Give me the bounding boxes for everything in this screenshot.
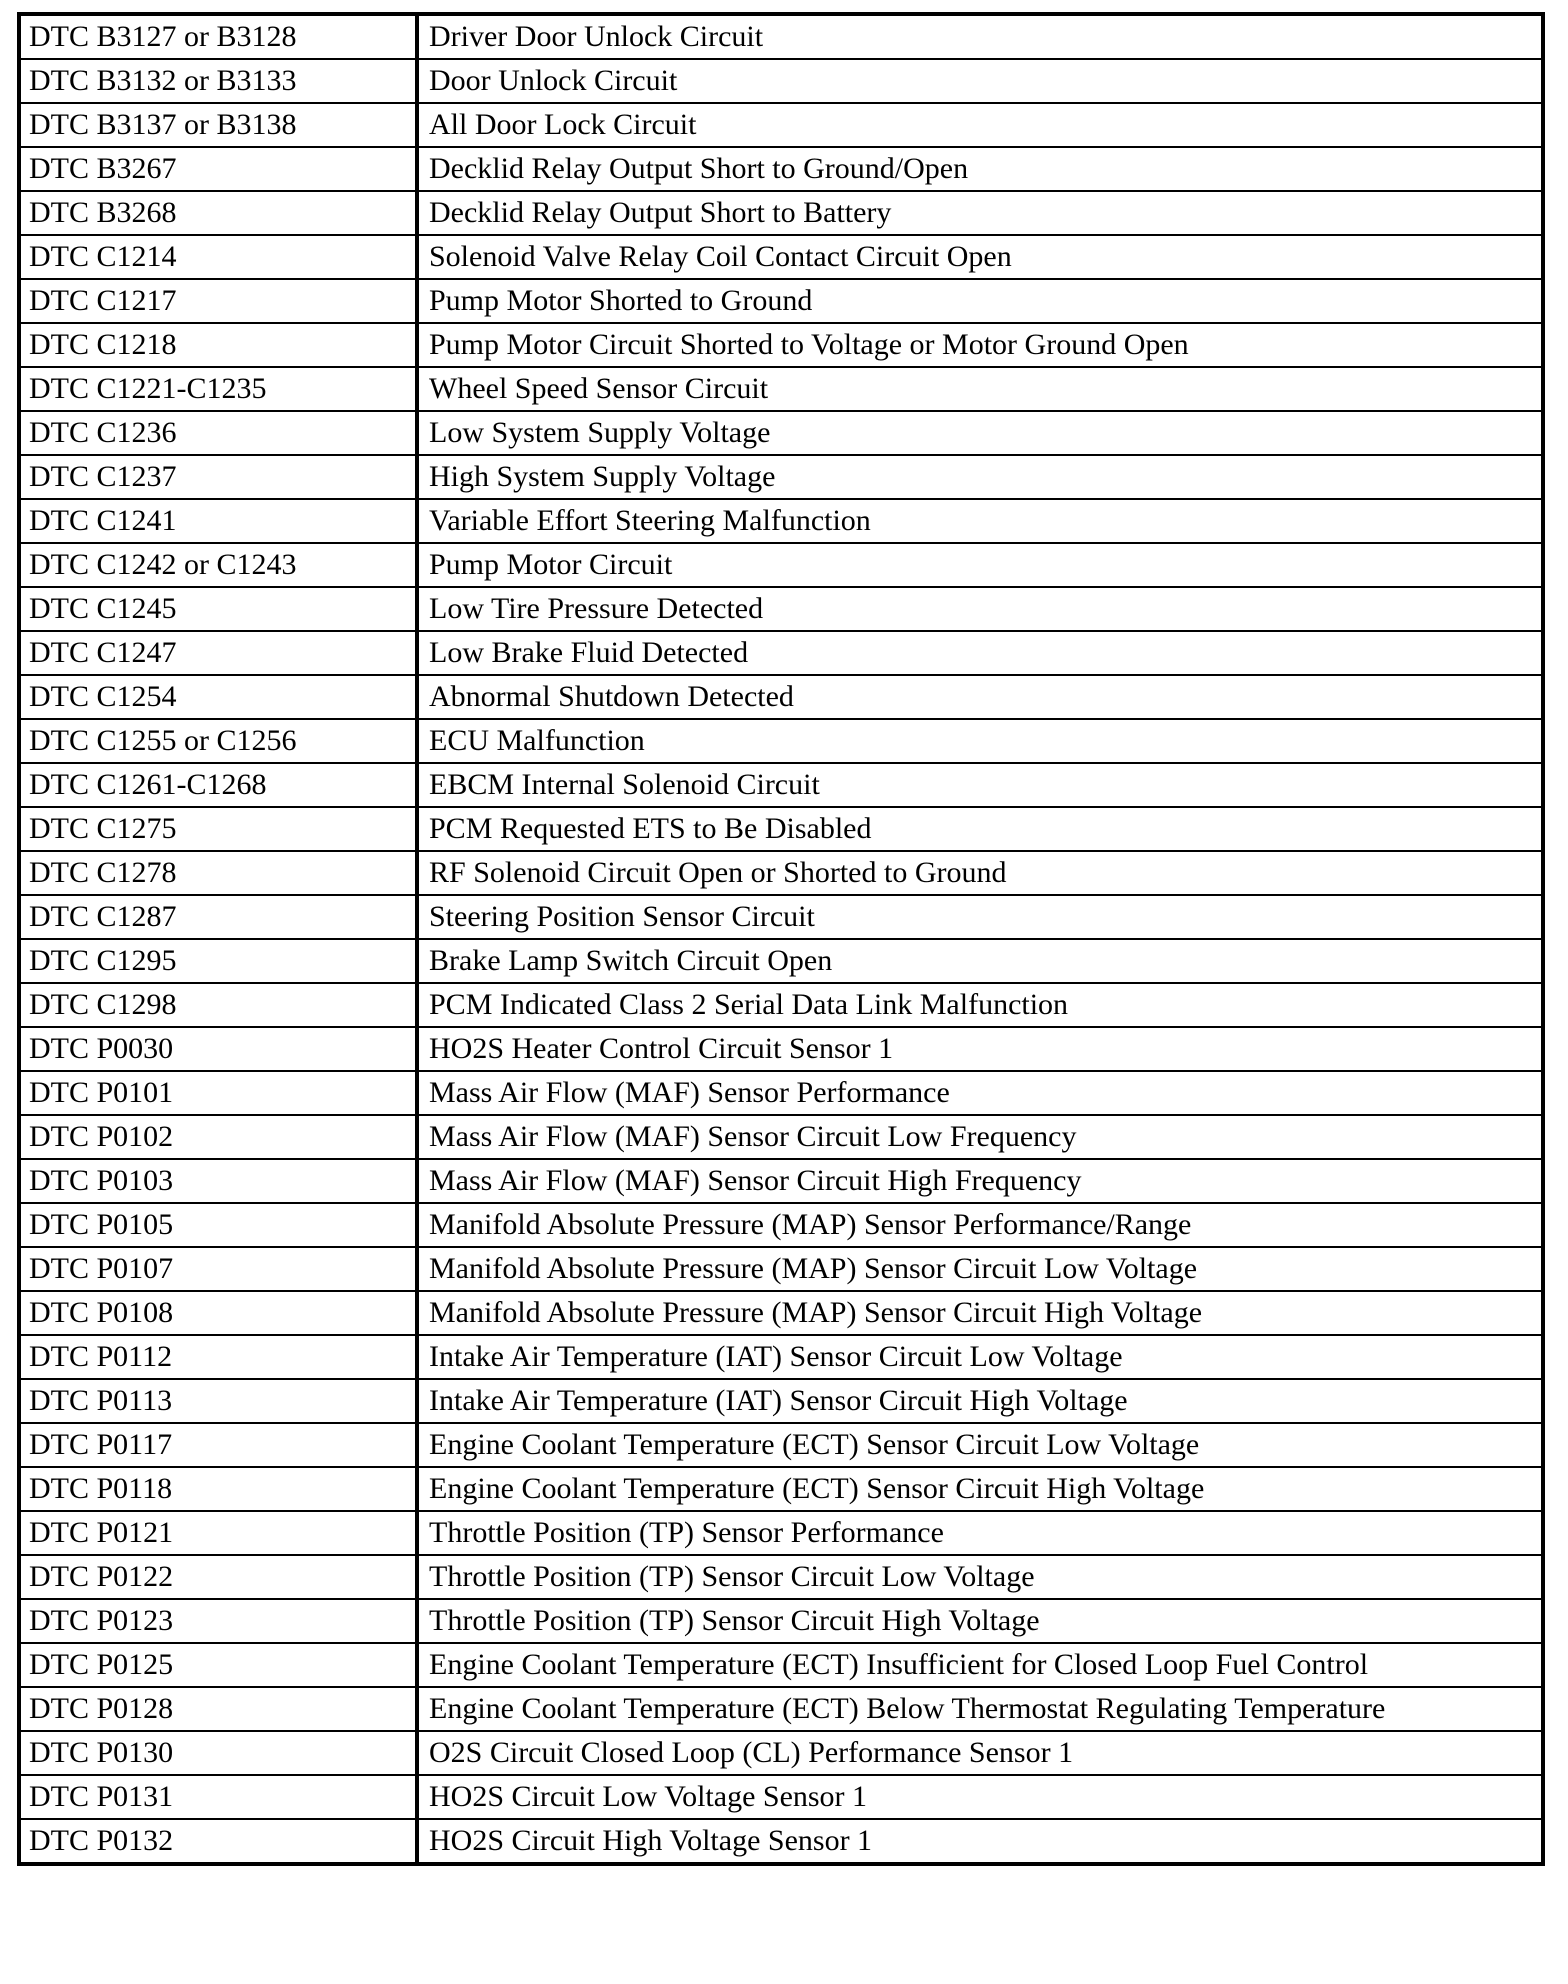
dtc-description-cell: Manifold Absolute Pressure (MAP) Sensor Circuit High Voltage [417, 1291, 1543, 1335]
dtc-description-cell: Pump Motor Circuit [417, 543, 1543, 587]
dtc-code-cell: DTC C1275 [19, 807, 417, 851]
dtc-description-cell: High System Supply Voltage [417, 455, 1543, 499]
dtc-code-cell: DTC P0108 [19, 1291, 417, 1335]
table-row [19, 1291, 1543, 1335]
table-row [19, 851, 1543, 895]
dtc-description-cell: Mass Air Flow (MAF) Sensor Circuit Low Frequency [417, 1115, 1543, 1159]
dtc-description-cell: Steering Position Sensor Circuit [417, 895, 1543, 939]
dtc-code-cell: DTC C1255 or C1256 [19, 719, 417, 763]
dtc-description-cell: Mass Air Flow (MAF) Sensor Circuit High Frequency [417, 1159, 1543, 1203]
table-row [19, 1467, 1543, 1511]
table-row [19, 719, 1543, 763]
dtc-code-cell: DTC P0102 [19, 1115, 417, 1159]
dtc-description-cell: Low Brake Fluid Detected [417, 631, 1543, 675]
dtc-code-cell: DTC C1241 [19, 499, 417, 543]
dtc-code-cell: DTC P0030 [19, 1027, 417, 1071]
table-row [19, 103, 1543, 147]
dtc-code-cell: DTC P0121 [19, 1511, 417, 1555]
dtc-code-cell: DTC P0122 [19, 1555, 417, 1599]
dtc-description-cell: Throttle Position (TP) Sensor Performance [417, 1511, 1543, 1555]
dtc-code-cell: DTC C1217 [19, 279, 417, 323]
table-row [19, 1511, 1543, 1555]
table-row [19, 147, 1543, 191]
table-row [19, 1115, 1543, 1159]
dtc-code-cell: DTC C1278 [19, 851, 417, 895]
table-row [19, 1335, 1543, 1379]
dtc-code-cell: DTC C1242 or C1243 [19, 543, 417, 587]
dtc-description-cell: Pump Motor Shorted to Ground [417, 279, 1543, 323]
dtc-description-cell: Throttle Position (TP) Sensor Circuit High Voltage [417, 1599, 1543, 1643]
table-row [19, 939, 1543, 983]
table-row [19, 235, 1543, 279]
table-row [19, 455, 1543, 499]
table-row [19, 895, 1543, 939]
dtc-code-cell: DTC C1214 [19, 235, 417, 279]
dtc-description-cell: Decklid Relay Output Short to Ground/Open [417, 147, 1543, 191]
table-row [19, 763, 1543, 807]
table-row [19, 1247, 1543, 1291]
dtc-code-cell: DTC C1261-C1268 [19, 763, 417, 807]
dtc-description-cell: Throttle Position (TP) Sensor Circuit Low Voltage [417, 1555, 1543, 1599]
dtc-description-cell: Door Unlock Circuit [417, 59, 1543, 103]
dtc-code-cell: DTC C1236 [19, 411, 417, 455]
table-row [19, 59, 1543, 103]
dtc-description-cell: Low Tire Pressure Detected [417, 587, 1543, 631]
dtc-code-cell: DTC C1298 [19, 983, 417, 1027]
table-row [19, 1643, 1543, 1687]
table-row [19, 1687, 1543, 1731]
dtc-description-cell: Low System Supply Voltage [417, 411, 1543, 455]
dtc-description-cell: Abnormal Shutdown Detected [417, 675, 1543, 719]
dtc-description-cell: Pump Motor Circuit Shorted to Voltage or Motor Ground Open [417, 323, 1543, 367]
table-row [19, 1203, 1543, 1247]
dtc-description-cell: HO2S Heater Control Circuit Sensor 1 [417, 1027, 1543, 1071]
table-row [19, 587, 1543, 631]
table-row [19, 14, 1543, 59]
dtc-code-cell: DTC P0131 [19, 1775, 417, 1819]
table-row [19, 675, 1543, 719]
dtc-code-cell: DTC C1221-C1235 [19, 367, 417, 411]
dtc-table [17, 12, 1545, 1866]
dtc-description-cell: Wheel Speed Sensor Circuit [417, 367, 1543, 411]
dtc-code-cell: DTC C1247 [19, 631, 417, 675]
dtc-description-cell: Intake Air Temperature (IAT) Sensor Circuit Low Voltage [417, 1335, 1543, 1379]
dtc-code-cell: DTC P0118 [19, 1467, 417, 1511]
dtc-description-cell: Manifold Absolute Pressure (MAP) Sensor Performance/Range [417, 1203, 1543, 1247]
dtc-code-cell: DTC P0130 [19, 1731, 417, 1775]
dtc-description-cell: PCM Requested ETS to Be Disabled [417, 807, 1543, 851]
dtc-description-cell: Solenoid Valve Relay Coil Contact Circuit Open [417, 235, 1543, 279]
dtc-description-cell: EBCM Internal Solenoid Circuit [417, 763, 1543, 807]
table-row [19, 323, 1543, 367]
dtc-description-cell: Manifold Absolute Pressure (MAP) Sensor Circuit Low Voltage [417, 1247, 1543, 1291]
table-row [19, 279, 1543, 323]
table-row [19, 1819, 1543, 1864]
dtc-code-cell: DTC B3127 or B3128 [19, 14, 417, 59]
dtc-description-cell: RF Solenoid Circuit Open or Shorted to Ground [417, 851, 1543, 895]
dtc-code-cell: DTC P0112 [19, 1335, 417, 1379]
dtc-code-cell: DTC B3267 [19, 147, 417, 191]
dtc-code-cell: DTC P0123 [19, 1599, 417, 1643]
table-row [19, 1555, 1543, 1599]
table-row [19, 499, 1543, 543]
dtc-description-cell: Engine Coolant Temperature (ECT) Sensor Circuit Low Voltage [417, 1423, 1543, 1467]
dtc-code-cell: DTC C1287 [19, 895, 417, 939]
dtc-code-cell: DTC P0132 [19, 1819, 417, 1864]
dtc-code-cell: DTC B3268 [19, 191, 417, 235]
dtc-description-cell: Engine Coolant Temperature (ECT) Below Thermostat Regulating Temperature [417, 1687, 1543, 1731]
dtc-code-cell: DTC C1254 [19, 675, 417, 719]
table-row [19, 543, 1543, 587]
table-row [19, 1159, 1543, 1203]
dtc-description-cell: Brake Lamp Switch Circuit Open [417, 939, 1543, 983]
dtc-description-cell: PCM Indicated Class 2 Serial Data Link Malfunction [417, 983, 1543, 1027]
dtc-description-cell: Intake Air Temperature (IAT) Sensor Circuit High Voltage [417, 1379, 1543, 1423]
dtc-description-cell: Engine Coolant Temperature (ECT) Insufficient for Closed Loop Fuel Control [417, 1643, 1543, 1687]
dtc-code-cell: DTC P0105 [19, 1203, 417, 1247]
dtc-description-cell: Engine Coolant Temperature (ECT) Sensor Circuit High Voltage [417, 1467, 1543, 1511]
dtc-code-cell: DTC C1237 [19, 455, 417, 499]
table-row [19, 1071, 1543, 1115]
dtc-description-cell: All Door Lock Circuit [417, 103, 1543, 147]
dtc-description-cell: Decklid Relay Output Short to Battery [417, 191, 1543, 235]
table-row [19, 1775, 1543, 1819]
table-row [19, 1423, 1543, 1467]
dtc-code-cell: DTC P0125 [19, 1643, 417, 1687]
dtc-code-cell: DTC C1218 [19, 323, 417, 367]
table-row [19, 367, 1543, 411]
table-row [19, 807, 1543, 851]
dtc-description-cell: ECU Malfunction [417, 719, 1543, 763]
table-row [19, 1731, 1543, 1775]
table-row [19, 1599, 1543, 1643]
table-row [19, 411, 1543, 455]
dtc-code-cell: DTC C1295 [19, 939, 417, 983]
dtc-code-cell: DTC P0107 [19, 1247, 417, 1291]
table-row [19, 631, 1543, 675]
dtc-code-cell: DTC P0113 [19, 1379, 417, 1423]
table-row [19, 1027, 1543, 1071]
dtc-description-cell: O2S Circuit Closed Loop (CL) Performance Sensor 1 [417, 1731, 1543, 1775]
dtc-description-cell: HO2S Circuit Low Voltage Sensor 1 [417, 1775, 1543, 1819]
table-row [19, 1379, 1543, 1423]
dtc-description-cell: Variable Effort Steering Malfunction [417, 499, 1543, 543]
table-row [19, 191, 1543, 235]
dtc-description-cell: Mass Air Flow (MAF) Sensor Performance [417, 1071, 1543, 1115]
dtc-code-cell: DTC B3132 or B3133 [19, 59, 417, 103]
table-row [19, 983, 1543, 1027]
dtc-code-cell: DTC C1245 [19, 587, 417, 631]
dtc-description-cell: HO2S Circuit High Voltage Sensor 1 [417, 1819, 1543, 1864]
dtc-code-cell: DTC B3137 or B3138 [19, 103, 417, 147]
dtc-description-cell: Driver Door Unlock Circuit [417, 14, 1543, 59]
dtc-code-cell: DTC P0103 [19, 1159, 417, 1203]
dtc-code-cell: DTC P0128 [19, 1687, 417, 1731]
dtc-code-cell: DTC P0101 [19, 1071, 417, 1115]
dtc-table-body [19, 14, 1543, 1864]
dtc-code-cell: DTC P0117 [19, 1423, 417, 1467]
